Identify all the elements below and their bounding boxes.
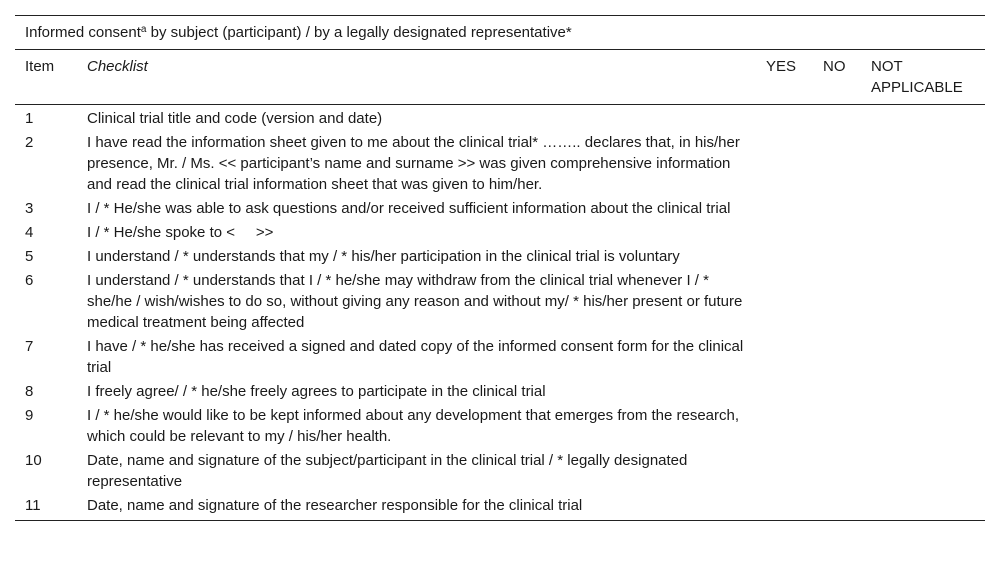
caption-text-before: Informed consent (25, 24, 141, 41)
table-header-row (15, 50, 985, 105)
checklist-body (15, 105, 985, 521)
not-applicable-cell (861, 380, 985, 404)
no-cell (813, 221, 861, 245)
not-applicable-cell (861, 105, 985, 132)
table-caption-row (15, 16, 985, 50)
item-number: 11 (15, 494, 77, 521)
item-number: 8 (25, 383, 34, 400)
not-applicable-cell (861, 221, 985, 245)
no-cell (813, 269, 861, 335)
header-no: NO (813, 50, 861, 105)
header-not-applicable: NOT APPLICABLE (861, 50, 985, 105)
item-number: 7 (25, 338, 34, 355)
no-cell (813, 245, 861, 269)
yes-cell (756, 494, 813, 521)
checklist-text: Clinical trial title and code (version and date) (87, 110, 383, 127)
checklist-text: Date, name and signature of the researcher responsible for the clinical trial (77, 494, 756, 521)
table-row (15, 131, 985, 197)
table-row (15, 105, 985, 132)
header-yes: YES (756, 50, 813, 105)
no-cell (813, 404, 861, 449)
not-applicable-cell (861, 449, 985, 494)
no-cell (813, 494, 861, 521)
caption-text-after: by subject (participant) / by a legally designated representative* (146, 24, 572, 41)
not-applicable-cell (861, 494, 985, 521)
not-applicable-cell (861, 404, 985, 449)
table-row (15, 245, 985, 269)
table-caption (15, 16, 985, 50)
not-applicable-cell (861, 335, 985, 380)
checklist-text: I have read the information sheet given to me about the clinical trial* …….. declares that, in his/her presence, Mr. / Ms. << participant’s name and surname >> was given comprehensive information and read the clinical trial information sheet that was given to him/her. (87, 134, 740, 193)
checklist-text: I freely agree/ / * he/she freely agrees to participate in the clinical trial (87, 383, 546, 400)
checklist-text: Date, name and signature of the subject/participant in the clinical trial / * legally designated representative (87, 452, 688, 490)
table-row (15, 197, 985, 221)
yes-cell (756, 197, 813, 221)
no-cell (813, 105, 861, 132)
item-number: 1 (25, 110, 34, 127)
no-cell (813, 449, 861, 494)
table-row (15, 221, 985, 245)
yes-cell (756, 335, 813, 380)
no-cell (813, 131, 861, 197)
table-row (15, 269, 985, 335)
consent-checklist-table-container (15, 15, 985, 521)
item-number: 10 (25, 452, 42, 469)
no-cell (813, 197, 861, 221)
item-number: 4 (25, 224, 34, 241)
checklist-text: I understand / * understands that I / * he/she may withdraw from the clinical trial whenever I / * she/he / wish/wishes to do so, without giving any reason and without my/ * his/her present or future medical treatment being affected (87, 272, 743, 331)
table-row (15, 404, 985, 449)
table-row (15, 449, 985, 494)
consent-checklist-table (15, 15, 985, 521)
yes-cell (756, 269, 813, 335)
item-number: 2 (25, 134, 34, 151)
caption-footnote-marker: a (140, 24, 147, 35)
checklist-text: I / * He/she spoke to < >> (87, 224, 274, 241)
item-number: 6 (25, 272, 34, 289)
no-cell (813, 380, 861, 404)
table-row (15, 335, 985, 380)
table-row (15, 494, 985, 521)
item-number: 3 (25, 200, 34, 217)
table-row (15, 380, 985, 404)
checklist-text: I understand / * understands that my / * his/her participation in the clinical trial is voluntary (87, 248, 680, 265)
checklist-text: I have / * he/she has received a signed and dated copy of the informed consent form for the clinical trial (87, 338, 744, 376)
not-applicable-cell (861, 269, 985, 335)
yes-cell (756, 131, 813, 197)
yes-cell (756, 449, 813, 494)
header-item: Item (15, 50, 77, 105)
yes-cell (756, 245, 813, 269)
not-applicable-cell (861, 197, 985, 221)
yes-cell (756, 404, 813, 449)
item-number: 5 (25, 248, 34, 265)
yes-cell (756, 380, 813, 404)
checklist-text: I / * he/she would like to be kept informed about any development that emerges from the research, which could be relevant to my / his/her health. (87, 407, 740, 445)
no-cell (813, 335, 861, 380)
yes-cell (756, 221, 813, 245)
checklist-text: I / * He/she was able to ask questions and/or received sufficient information about the clinical trial (87, 200, 731, 217)
not-applicable-cell (861, 131, 985, 197)
item-number: 9 (25, 407, 34, 424)
header-checklist: Checklist (77, 50, 756, 105)
yes-cell (756, 105, 813, 132)
not-applicable-cell (861, 245, 985, 269)
